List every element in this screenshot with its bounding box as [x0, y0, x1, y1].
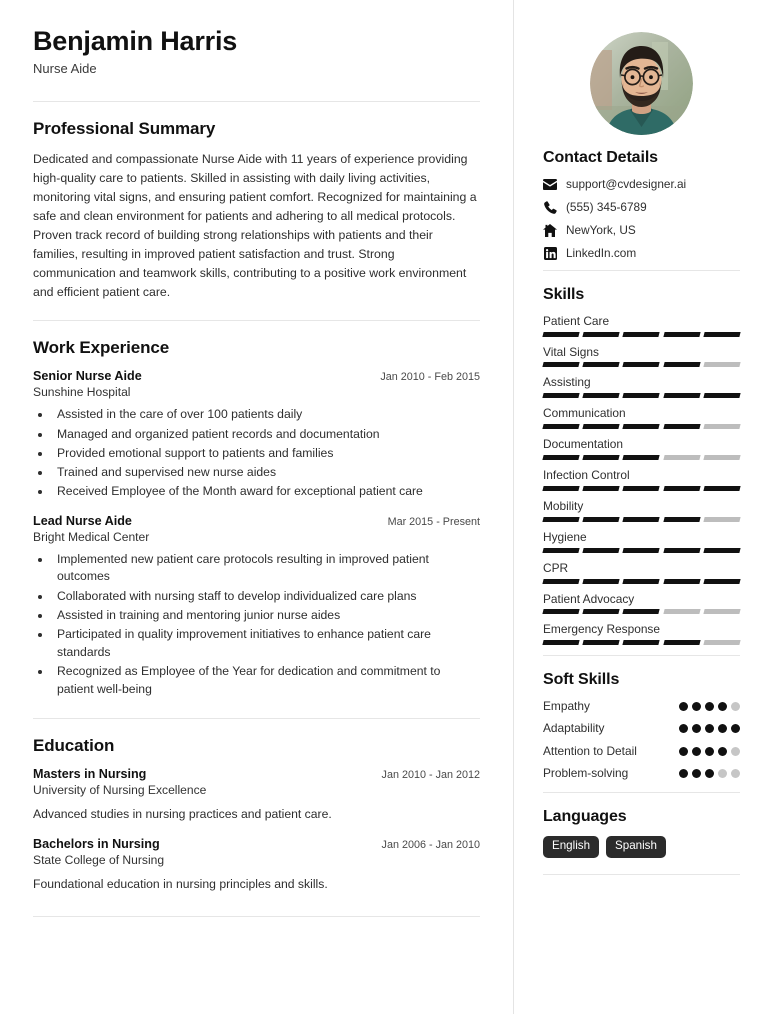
- skill-segment: [663, 640, 700, 645]
- education-entry-date: Jan 2006 - Jan 2010: [381, 838, 480, 851]
- skill-name: CPR: [543, 560, 569, 575]
- professional-summary-text: Dedicated and compassionate Nurse Aide with 11 years of experience providing high-quality care to patients. Skilled in assisting with daily living activities, monitoring vital signs, and ensuring patient comfort. Recognized for maintaining a safe and clean environment for patients and adhering to all medical protocols. Proven track record of building strong relationships with patients and their families, resulting in improved patient satisfaction and trust. Strong communication and teamwork skills, contributing to a positive work environment and efficient patient care.: [33, 151, 477, 300]
- work-bullet: • Collaborated with nursing staff to develop individualized care plans: [52, 588, 480, 606]
- soft-skill-level-dots: [679, 766, 740, 778]
- work-bullet-list: [52, 406, 480, 500]
- education-entry: [33, 837, 480, 894]
- work-entry-role: Senior Nurse Aide: [33, 369, 142, 384]
- soft-skill-level-dots: [679, 744, 740, 756]
- soft-skill-dot: [705, 702, 714, 711]
- section-soft-skills: [543, 656, 740, 781]
- soft-skill-dot: [718, 724, 727, 733]
- skill-segment: [542, 455, 579, 460]
- soft-skill-dot: [679, 724, 688, 733]
- work-bullet: • Received Employee of the Month award for exceptional patient care: [52, 483, 480, 501]
- skill-segment: [583, 424, 620, 429]
- skill-name: Vital Signs: [543, 344, 599, 359]
- soft-skill-row: [543, 744, 740, 759]
- skill-name: Patient Advocacy: [543, 591, 635, 606]
- candidate-name: Benjamin Harris: [33, 26, 238, 56]
- soft-skill-dot: [692, 724, 701, 733]
- skill-segment: [663, 332, 700, 337]
- soft-skill-dot: [731, 702, 740, 711]
- skill-segment: [583, 486, 620, 491]
- skill-level-bar: [543, 579, 740, 584]
- section-education: [33, 719, 480, 893]
- skill-segment: [663, 579, 700, 584]
- language-pill: English: [543, 836, 599, 858]
- linkedin-icon: [543, 247, 557, 260]
- profile-photo-icon: [590, 32, 693, 135]
- skill-segment: [542, 486, 579, 491]
- soft-skill-dot: [705, 769, 714, 778]
- skill-row: [543, 345, 740, 368]
- skill-segment: [663, 548, 700, 553]
- skill-segment: [623, 362, 660, 367]
- skill-segment: [623, 517, 660, 522]
- work-entry-organization: Sunshine Hospital: [33, 385, 131, 400]
- skill-segment: [583, 517, 620, 522]
- skills-heading: Skills: [543, 285, 585, 303]
- skill-level-bar: [543, 486, 740, 491]
- skill-segment: [583, 455, 620, 460]
- soft-skill-dot: [718, 747, 727, 756]
- soft-skill-dot: [705, 724, 714, 733]
- skill-name: Patient Care: [543, 313, 610, 328]
- skill-segment: [663, 486, 700, 491]
- skill-segment: [623, 393, 660, 398]
- avatar: [590, 32, 693, 135]
- skill-row: [543, 622, 740, 645]
- skill-name: Communication: [543, 406, 626, 421]
- skill-segment: [583, 609, 620, 614]
- skill-segment: [623, 640, 660, 645]
- education-entry: [33, 767, 480, 824]
- skill-segment: [703, 486, 740, 491]
- soft-skill-dot: [679, 747, 688, 756]
- education-heading: Education: [33, 736, 115, 756]
- education-entry-degree: Masters in Nursing: [33, 767, 147, 782]
- soft-skills-heading: Soft Skills: [543, 671, 620, 689]
- contact-value: NewYork, US: [566, 223, 636, 238]
- skill-row: [543, 530, 740, 553]
- skill-segment: [703, 455, 740, 460]
- work-bullet: • Assisted in the care of over 100 patients daily: [52, 406, 480, 424]
- skill-row: [543, 561, 740, 584]
- soft-skill-name: Empathy: [543, 699, 590, 714]
- languages-list: [543, 836, 740, 858]
- contact-row[interactable]: [543, 200, 740, 214]
- skill-segment: [663, 455, 700, 460]
- soft-skill-row: [543, 766, 740, 781]
- skill-segment: [542, 548, 579, 553]
- section-professional-summary: [33, 102, 480, 302]
- education-entry-list: [33, 767, 480, 893]
- skill-segment: [623, 486, 660, 491]
- languages-heading: Languages: [543, 808, 627, 826]
- soft-skill-level-dots: [679, 699, 740, 711]
- professional-summary-heading: Professional Summary: [33, 118, 216, 138]
- soft-skill-dot: [705, 747, 714, 756]
- soft-skill-name: Problem-solving: [543, 765, 629, 780]
- skill-level-bar: [543, 424, 740, 429]
- skill-row: [543, 375, 740, 398]
- work-entry-header: [33, 369, 480, 383]
- education-entry-date: Jan 2010 - Jan 2012: [381, 769, 480, 782]
- skill-name: Emergency Response: [543, 622, 660, 637]
- work-bullet-list: [52, 551, 480, 699]
- skill-level-bar: [543, 517, 740, 522]
- skill-segment: [703, 393, 740, 398]
- skill-segment: [583, 332, 620, 337]
- contact-row[interactable]: [543, 223, 740, 237]
- skill-segment: [542, 424, 579, 429]
- work-entry-list: [33, 369, 480, 698]
- skill-row: [543, 314, 740, 337]
- skill-segment: [623, 609, 660, 614]
- soft-skill-dot: [692, 747, 701, 756]
- soft-skill-dot: [731, 747, 740, 756]
- skill-segment: [623, 548, 660, 553]
- work-bullet: • Implemented new patient care protocols resulting in improved patient outcomes: [52, 551, 480, 586]
- skill-segment: [663, 424, 700, 429]
- contact-list: [543, 177, 740, 261]
- section-languages: [543, 793, 740, 858]
- skill-segment: [542, 609, 579, 614]
- education-entry-header: [33, 837, 480, 851]
- section-contact-details: [543, 149, 740, 261]
- soft-skill-dot: [718, 769, 727, 778]
- skill-row: [543, 499, 740, 522]
- skill-name: Hygiene: [543, 529, 587, 544]
- candidate-job-title: Nurse Aide: [33, 61, 97, 77]
- education-entry-description: Foundational education in nursing principles and skills.: [33, 876, 328, 891]
- skill-segment: [583, 548, 620, 553]
- soft-skills-list: [543, 699, 740, 781]
- skill-level-bar: [543, 548, 740, 553]
- work-bullet: • Assisted in training and mentoring junior nurse aides: [52, 607, 480, 625]
- skill-level-bar: [543, 455, 740, 460]
- skill-segment: [542, 640, 579, 645]
- skill-segment: [703, 362, 740, 367]
- language-pill: Spanish: [606, 836, 666, 858]
- skill-segment: [623, 455, 660, 460]
- languages-divider: [543, 874, 740, 875]
- work-experience-heading: Work Experience: [33, 338, 170, 358]
- contact-value: LinkedIn.com: [566, 246, 637, 261]
- skill-segment: [663, 609, 700, 614]
- skill-segment: [583, 393, 620, 398]
- skill-name: Mobility: [543, 498, 584, 513]
- skill-segment: [703, 517, 740, 522]
- skill-segment: [663, 362, 700, 367]
- contact-value: (555) 345-6789: [566, 200, 647, 215]
- education-entry-school: State College of Nursing: [33, 852, 165, 867]
- education-entry-header: [33, 767, 480, 781]
- skill-segment: [703, 332, 740, 337]
- work-entry: [33, 369, 480, 500]
- resume-header: [33, 26, 480, 78]
- skill-segment: [663, 393, 700, 398]
- soft-skill-dot: [679, 769, 688, 778]
- skill-segment: [583, 579, 620, 584]
- work-entry-header: [33, 514, 480, 528]
- soft-skill-dot: [731, 769, 740, 778]
- work-bullet: • Trained and supervised new nurse aides: [52, 464, 480, 482]
- soft-skill-dot: [692, 702, 701, 711]
- work-entry-role: Lead Nurse Aide: [33, 513, 132, 528]
- skill-segment: [623, 424, 660, 429]
- skill-segment: [623, 579, 660, 584]
- skill-segment: [703, 579, 740, 584]
- skill-segment: [703, 609, 740, 614]
- soft-skill-dot: [679, 702, 688, 711]
- work-bullet: • Participated in quality improvement initiatives to enhance patient care standards: [52, 626, 480, 661]
- skill-segment: [583, 640, 620, 645]
- skills-list: [543, 314, 740, 646]
- skill-segment: [542, 517, 579, 522]
- skill-level-bar: [543, 332, 740, 337]
- education-entry-degree: Bachelors in Nursing: [33, 836, 160, 851]
- soft-skill-dot: [718, 702, 727, 711]
- skill-name: Assisting: [543, 375, 591, 390]
- skill-row: [543, 406, 740, 429]
- work-entry: [33, 514, 480, 699]
- skill-row: [543, 592, 740, 615]
- contact-row[interactable]: [543, 246, 740, 260]
- section-skills: [543, 271, 740, 646]
- contact-value: support@cvdesigner.ai: [566, 177, 687, 191]
- skill-segment: [542, 579, 579, 584]
- soft-skill-name: Attention to Detail: [543, 743, 637, 758]
- avatar-spacer: [543, 135, 740, 149]
- education-divider: [33, 916, 480, 917]
- skill-segment: [583, 362, 620, 367]
- education-entry-description: Advanced studies in nursing practices and patient care.: [33, 807, 332, 822]
- skill-name: Documentation: [543, 437, 623, 452]
- envelope-icon: [543, 178, 557, 191]
- work-bullet: • Recognized as Employee of the Year for dedication and commitment to patient well-being: [52, 663, 480, 698]
- soft-skill-row: [543, 699, 740, 714]
- sidebar-column: [513, 0, 768, 1014]
- home-icon: [543, 224, 557, 237]
- skill-segment: [703, 424, 740, 429]
- soft-skill-dot: [692, 769, 701, 778]
- section-work-experience: [33, 321, 480, 698]
- work-bullet: • Provided emotional support to patients and families: [52, 445, 480, 463]
- skill-level-bar: [543, 393, 740, 398]
- skill-segment: [542, 393, 579, 398]
- skill-row: [543, 468, 740, 491]
- work-bullet: • Managed and organized patient records and documentation: [52, 426, 480, 444]
- skill-name: Infection Control: [543, 468, 630, 482]
- work-entry-date: Mar 2015 - Present: [387, 515, 480, 528]
- skill-level-bar: [543, 609, 740, 614]
- contact-row[interactable]: [543, 177, 740, 191]
- work-entry-date: Jan 2010 - Feb 2015: [380, 371, 480, 384]
- soft-skill-name: Adaptability: [543, 721, 605, 736]
- phone-icon: [543, 201, 557, 214]
- skill-segment: [663, 517, 700, 522]
- skill-row: [543, 437, 740, 460]
- soft-skill-row: [543, 721, 740, 736]
- contact-details-heading: Contact Details: [543, 149, 658, 166]
- skill-level-bar: [543, 640, 740, 645]
- skill-segment: [623, 332, 660, 337]
- soft-skill-dot: [731, 724, 740, 733]
- skill-segment: [542, 332, 579, 337]
- skill-segment: [703, 640, 740, 645]
- work-entry-organization: Bright Medical Center: [33, 529, 150, 544]
- skill-segment: [542, 362, 579, 367]
- skill-level-bar: [543, 362, 740, 367]
- education-entry-school: University of Nursing Excellence: [33, 783, 207, 798]
- soft-skill-level-dots: [679, 721, 740, 733]
- skill-segment: [703, 548, 740, 553]
